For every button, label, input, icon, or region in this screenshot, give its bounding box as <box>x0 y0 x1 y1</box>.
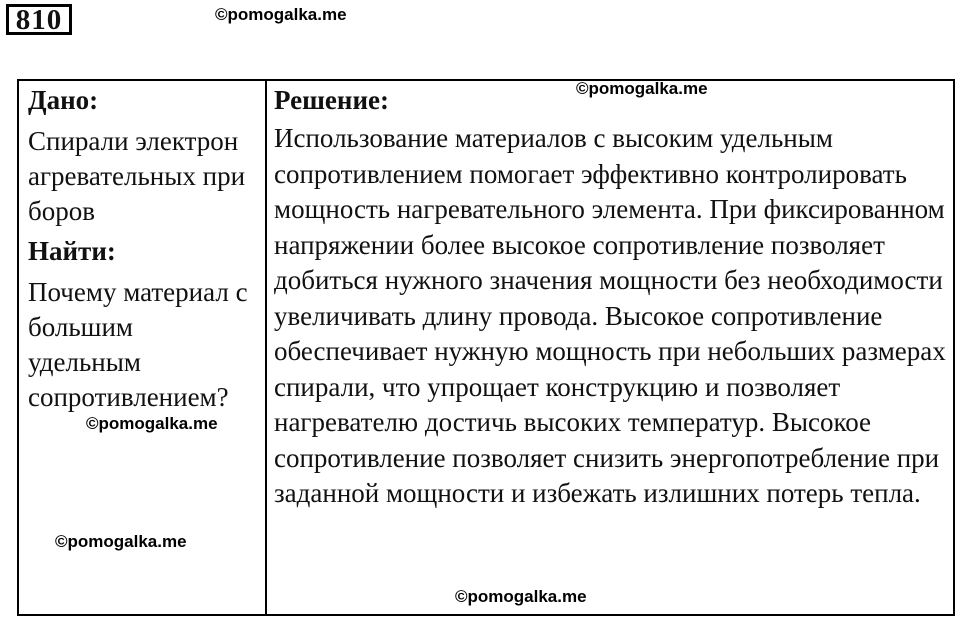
given-text: Спирали электронагревательных приборов <box>28 126 246 226</box>
watermark-text: ©pomogalka.me <box>215 5 347 24</box>
watermark-text: ©pomogalka.me <box>455 587 587 606</box>
watermark-text: ©pomogalka.me <box>86 414 218 433</box>
find-text: Почему материал с большим удельным сопротивлением? <box>28 277 248 412</box>
given-heading: Дано: <box>28 85 99 115</box>
task-number: 810 <box>6 4 72 35</box>
watermark-text: ©pomogalka.me <box>576 79 708 98</box>
solution-column <box>274 83 950 512</box>
column-divider <box>265 81 267 614</box>
solution-heading: Решение: <box>274 85 389 115</box>
watermark-text: ©pomogalka.me <box>55 532 187 551</box>
given-find-column <box>28 83 260 415</box>
solution-text: Использование материалов с высоким удельным сопротивлением помогает эффективно контролировать мощность нагревательного элемента. При фиксированном напряжении более высокое сопротивление позволяет добиться нужного значения мощности без необходимости увеличивать длину провода. Высокое сопротивление обеспечивает нужную мощность при небольших размерах спирали, что упрощает конструкцию и позволяет нагревателю достичь высоких температур. Высокое сопротивление позволяет снизить энергопотребление при заданной мощности и избежать излишних потерь тепла. <box>274 123 946 508</box>
find-heading: Найти: <box>28 236 116 266</box>
